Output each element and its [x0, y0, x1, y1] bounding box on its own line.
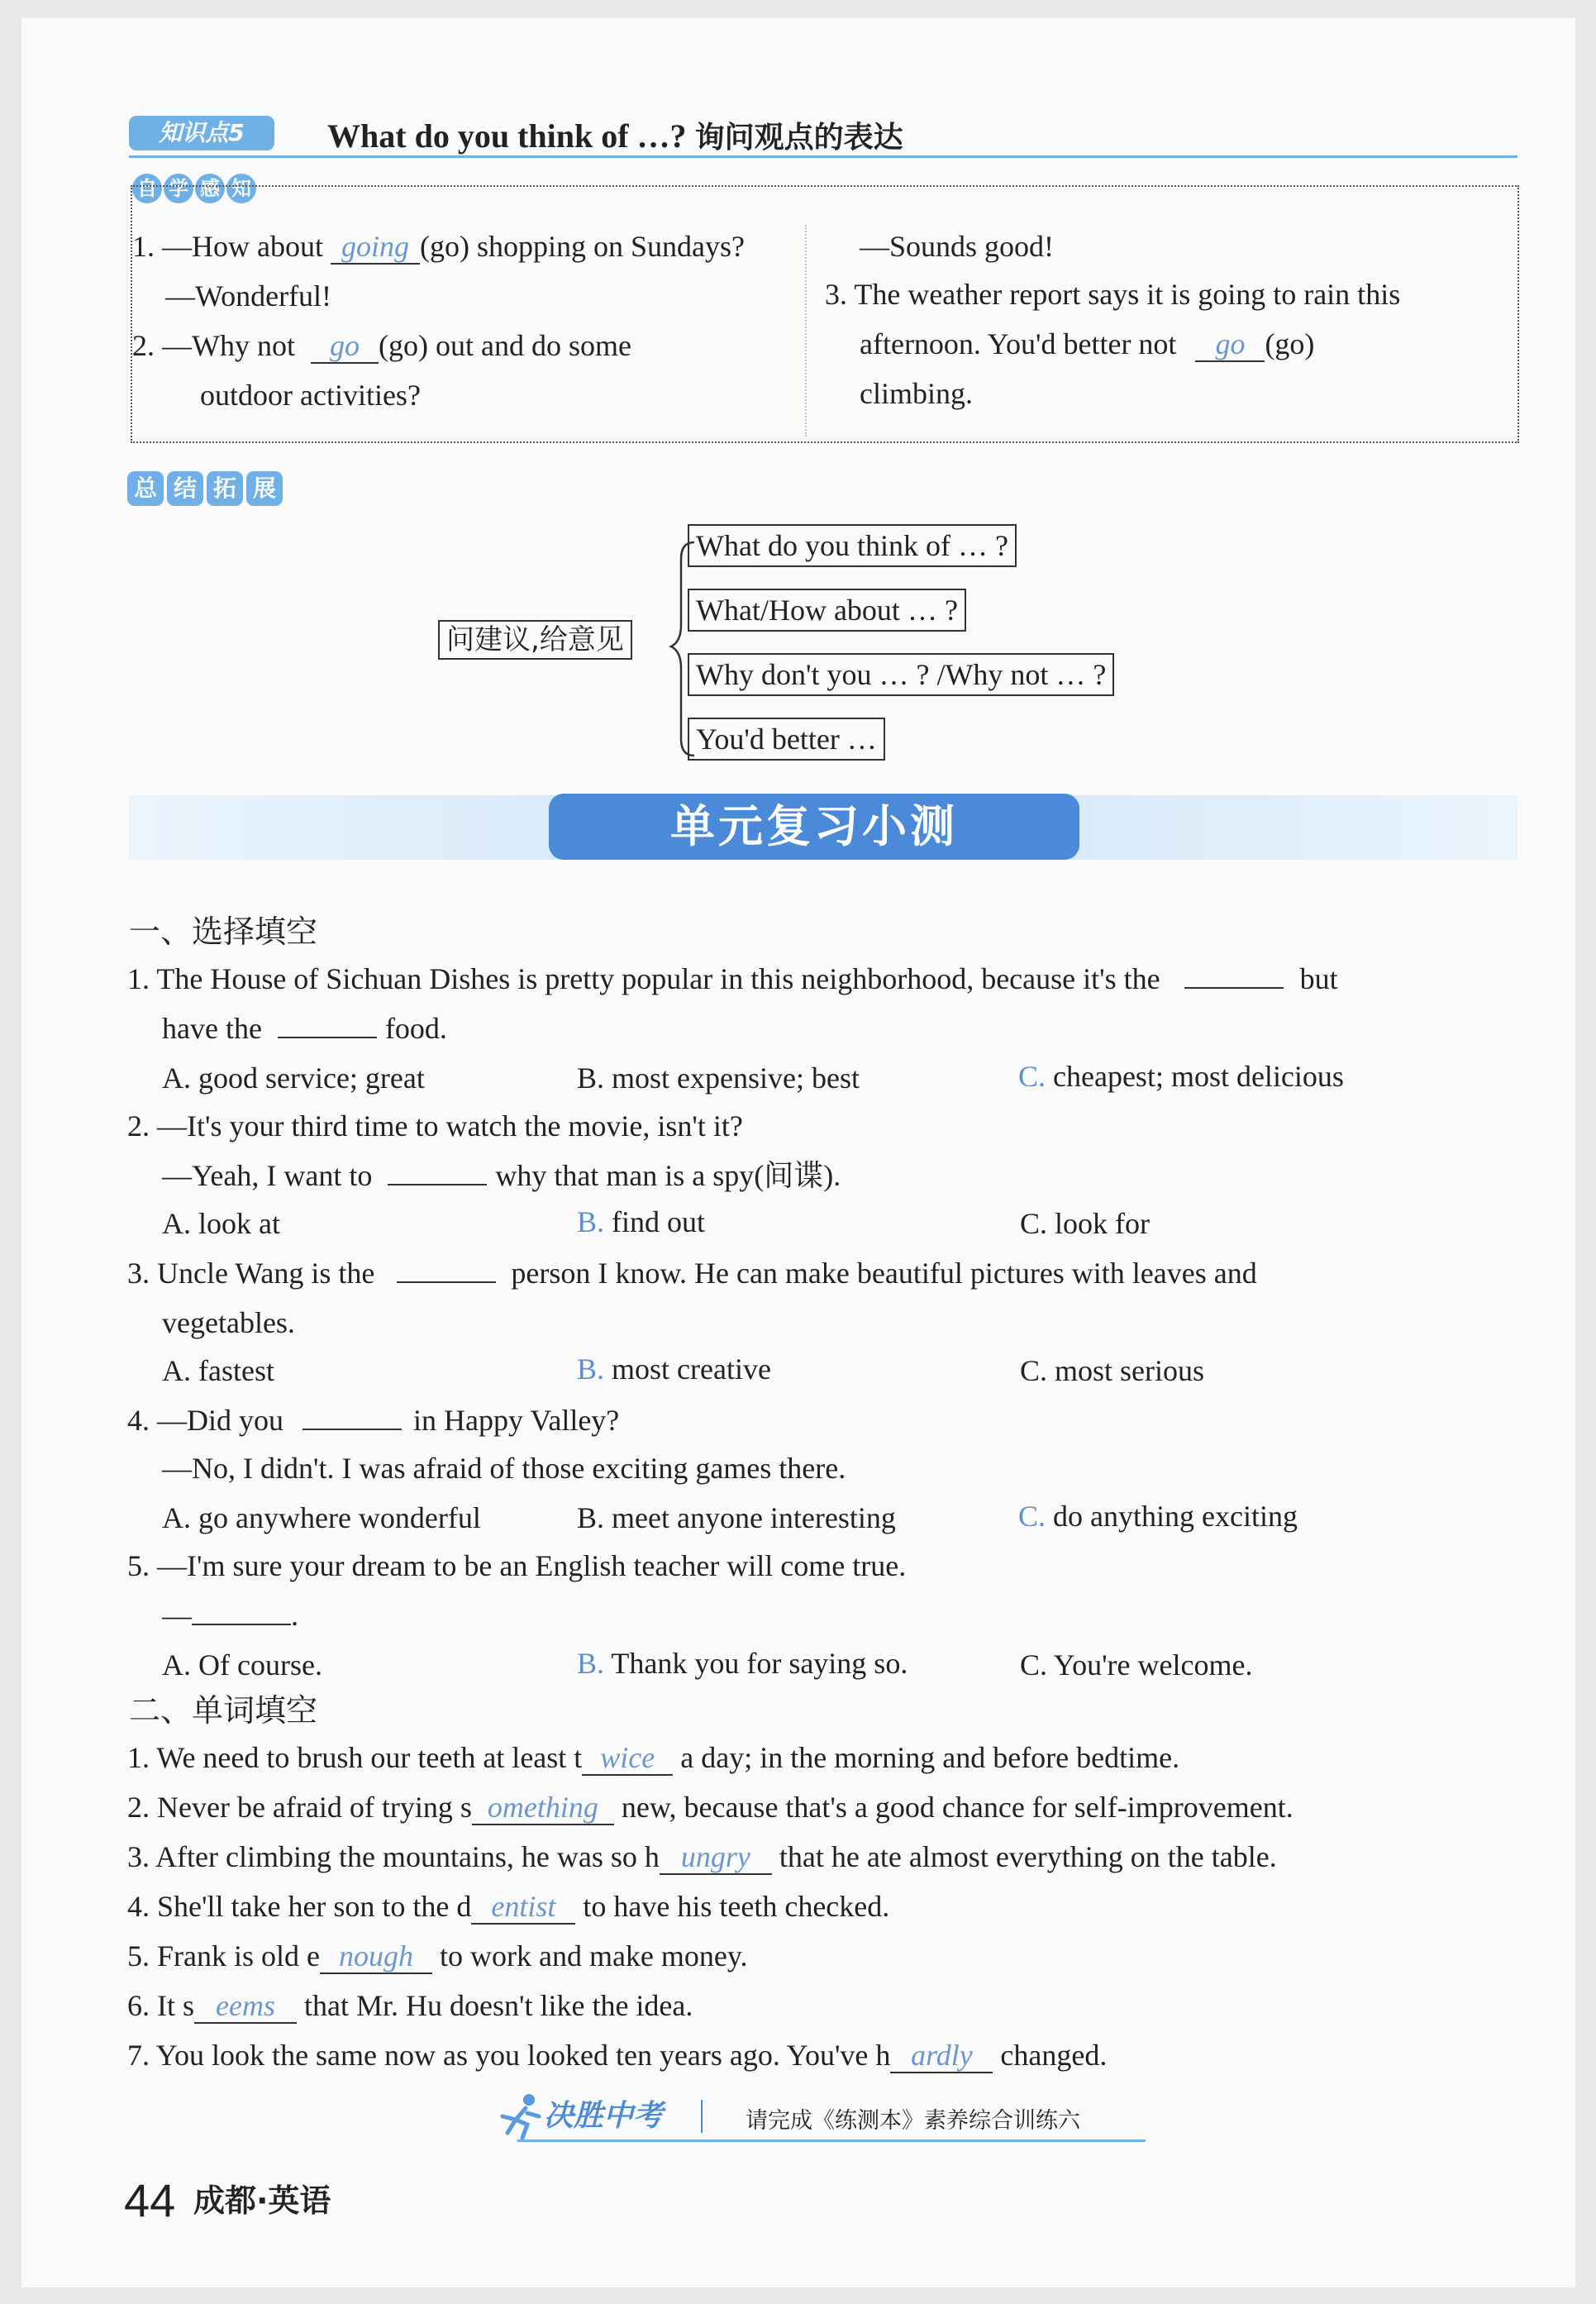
q5-line2: — . — [162, 1599, 298, 1632]
kp-right-line1: —Sounds good! — [860, 230, 1055, 263]
answer-mark: B. — [577, 1352, 605, 1386]
kp-right-line2: 3. The weather report says it is going to rain this — [825, 278, 1401, 311]
word-q4: 4. She'll take her son to the d entist to have his teeth checked. — [127, 1890, 890, 1923]
q2-line1: 2. —It's your third time to watch the movie, isn't it? — [127, 1109, 743, 1142]
q2-option-b: B. find out — [577, 1205, 706, 1238]
kp-q2-line1: 2. —Why not go (go) out and do some — [132, 329, 631, 362]
kp-right-line3: afternoon. You'd better not go (go) — [860, 327, 1315, 360]
answer-blank — [388, 1161, 487, 1185]
footer-note: 请完成《练测本》素养综合训练六 — [746, 2108, 1080, 2134]
answer-fill: going — [331, 230, 420, 265]
word-q6: 6. It s eems that Mr. Hu doesn't like the idea. — [127, 1989, 693, 2022]
section-choice-title: 一、选择填空 — [129, 913, 318, 950]
q4-line2: —No, I didn't. I was afraid of those exciting games there. — [162, 1452, 846, 1485]
kp-q1-line2: —Wonderful! — [165, 279, 332, 312]
q3-option-c: C. most serious — [1020, 1354, 1205, 1387]
book-subject: 成都·英语 — [193, 2182, 331, 2219]
unit-test-banner: 单元复习小测 — [549, 794, 1079, 860]
summary-badge — [127, 471, 286, 506]
answer-mark: B. — [577, 1647, 605, 1680]
answer-blank — [192, 1600, 291, 1625]
q1-option-c: C. cheapest; most delicious — [1018, 1060, 1344, 1093]
q5-option-c: C. You're welcome. — [1020, 1648, 1253, 1681]
answer-mark: B. — [577, 1205, 605, 1238]
answer-blank — [303, 1405, 402, 1430]
page-number: 44 — [124, 2174, 176, 2226]
q5-option-b: B. Thank you for saying so. — [577, 1647, 908, 1680]
kp-title-cn: 询问观点的表达 — [694, 121, 903, 155]
q3-option-b: B. most creative — [577, 1352, 771, 1386]
self-study-char: 知 — [226, 174, 256, 203]
exercise-divider — [805, 225, 807, 436]
q3-line1: 3. Uncle Wang is the person I know. He can make beautiful pictures with leaves and — [127, 1257, 1257, 1290]
footer-divider — [701, 2100, 703, 2133]
answer-fill: entist — [471, 1890, 575, 1925]
answer-blank — [1184, 964, 1284, 989]
answer-fill: ardly — [890, 2039, 993, 2073]
summary-center-box: 问建议,给意见 — [438, 620, 632, 660]
section-word-fill-title: 二、单词填空 — [129, 1692, 318, 1729]
q1-line1: 1. The House of Sichuan Dishes is pretty popular in this neighborhood, because it's the but — [127, 962, 1338, 995]
q1-option-b: B. most expensive; best — [577, 1061, 860, 1095]
answer-fill: go — [1195, 327, 1265, 362]
kp-title — [327, 117, 903, 157]
answer-fill: go — [311, 329, 379, 364]
knowledge-point-badge — [129, 116, 278, 150]
answer-fill: nough — [320, 1939, 432, 1974]
q4-option-a: A. go anywhere wonderful — [162, 1501, 481, 1534]
q1-option-a: A. good service; great — [162, 1061, 425, 1095]
word-q7: 7. You look the same now as you looked ten years ago. You've h ardly changed. — [127, 2039, 1108, 2072]
q5-line1: 5. —I'm sure your dream to be an English teacher will come true. — [127, 1549, 907, 1582]
summary-char: 总 — [127, 471, 164, 506]
word-q5: 5. Frank is old e nough to work and make money. — [127, 1939, 748, 1972]
kp-q1-line1: 1. —How about going (go) shopping on Sundays? — [132, 230, 745, 263]
summary-char: 结 — [167, 471, 203, 506]
summary-item-2: What/How about … ? — [688, 589, 966, 632]
q2-option-c: C. look for — [1020, 1207, 1150, 1240]
q4-line1: 4. —Did you in Happy Valley? — [127, 1404, 620, 1437]
answer-fill: eems — [194, 1989, 297, 2024]
q3-option-a: A. fastest — [162, 1354, 274, 1387]
answer-fill: ungry — [660, 1840, 772, 1875]
answer-mark: C. — [1018, 1060, 1046, 1093]
answer-fill: wice — [582, 1741, 673, 1776]
q1-line2: have the food. — [162, 1012, 447, 1045]
q4-option-c: C. do anything exciting — [1018, 1500, 1298, 1533]
summary-char: 展 — [246, 471, 283, 506]
summary-item-3: Why don't you … ? /Why not … ? — [688, 653, 1114, 696]
q2-option-a: A. look at — [162, 1207, 280, 1240]
footer-rule — [517, 2139, 1146, 2142]
self-study-char: 学 — [164, 174, 193, 203]
footer-logo: 决胜中考 — [544, 2099, 664, 2133]
runner-icon — [494, 2092, 544, 2141]
q5-option-a: A. Of course. — [162, 1648, 322, 1681]
q3-line2: vegetables. — [162, 1306, 295, 1339]
answer-fill: omething — [472, 1791, 614, 1825]
answer-blank — [278, 1014, 377, 1038]
page — [21, 18, 1575, 2287]
word-q1: 1. We need to brush our teeth at least t wice a day; in the morning and before bedtime. — [127, 1741, 1180, 1774]
self-study-char: 自 — [132, 174, 162, 203]
kp-badge-label: 知识点5 — [129, 116, 274, 150]
self-study-char: 感 — [195, 174, 225, 203]
kp-right-line4: climbing. — [860, 377, 973, 410]
kp-title-rule — [129, 155, 1517, 158]
kp-q2-line2: outdoor activities? — [200, 379, 421, 412]
summary-char: 拓 — [207, 471, 243, 506]
summary-item-4: You'd better … — [688, 718, 885, 761]
answer-blank — [397, 1258, 496, 1283]
summary-item-1: What do you think of … ? — [688, 524, 1017, 567]
q2-line2: —Yeah, I want to why that man is a spy(间谍). — [162, 1159, 841, 1192]
word-q3: 3. After climbing the mountains, he was so h ungry that he ate almost everything on the table. — [127, 1840, 1277, 1873]
kp-title-en: What do you think of …? — [327, 117, 687, 155]
word-q2: 2. Never be afraid of trying s omething new, because that's a good chance for self-improvement. — [127, 1791, 1293, 1824]
q4-option-b: B. meet anyone interesting — [577, 1501, 896, 1534]
answer-mark: C. — [1018, 1500, 1046, 1533]
